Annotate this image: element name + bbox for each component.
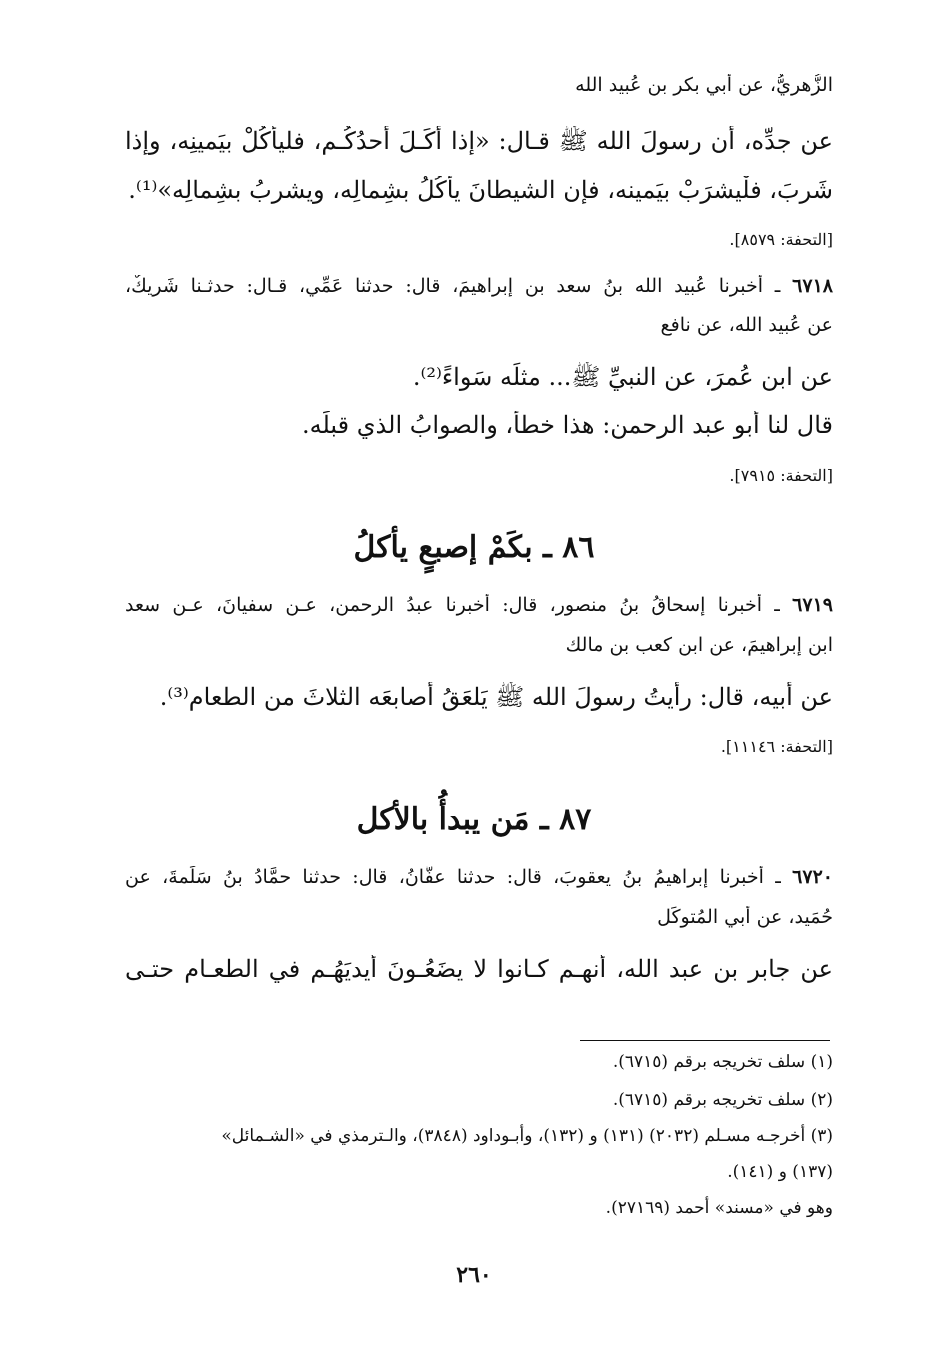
isnad-text: ـ أخبرنا إسحاقُ بنُ منصور، قال: أخبرنا عبدُ الرحمن، عـن سفيانَ، عـن سعد	[125, 594, 793, 616]
tuhfa-reference: [التحفة: ١١١٤٦].	[720, 737, 833, 756]
isnad-line: عن عُبيد الله، عن نافع	[660, 314, 833, 336]
footnote: وهو في «مسند» أحمد (٢٧١٦٩).	[605, 1198, 833, 1218]
isnad-line	[125, 594, 833, 616]
hadith-text-line: عن أبيه، قال: رأيتُ رسولَ الله ﷺ يَلعَقُ أصابعَه الثلاثَ من الطعام⁽³⁾.	[159, 683, 833, 711]
isnad-line: ابن إبراهيمَ، عن ابن كعب بن مالك	[565, 634, 833, 656]
tuhfa-reference: [التحفة: ٧٩١٥].	[729, 466, 833, 485]
hadith-text-line: عن جدِّه، أن رسولَ الله ﷺ قـال: «إذا أكَـلَ أحدُكُـم، فليأكُلْ بيَمينِه، وإذا	[125, 127, 833, 155]
hadith-text-line: عن جابر بن عبد الله، أنهـم كـانوا لا يضَعُـونَ أيديَهُـم في الطعـام حتـى	[125, 955, 833, 983]
footnote: (٣) أخرجـه مسـلم (٢٠٣٢) (١٣١) و (١٣٢)، وأبـوداود (٣٨٤٨)، والـترمذي في «الشـمائل»	[221, 1126, 833, 1146]
tuhfa-reference: [التحفة: ٨٥٧٩].	[729, 230, 833, 249]
footnote-divider	[580, 1040, 830, 1041]
hadith-text-line: شَرِبَ، فلْيشرَبْ بيَمينه، فإن الشيطانَ يأكُلُ بشِمالِه، ويشربُ بشِمالِه»⁽¹⁾.	[128, 176, 833, 204]
hadith-number: ٦٧١٨	[792, 275, 833, 297]
text-line: الزُّهريُّ، عن أبي بكر بن عُبيد الله	[575, 74, 833, 96]
isnad-text: ـ أخبرنا إبراهيمُ بنُ يعقوبَ، قال: حدثنا عفَّانُ، قال: حدثنا حمَّادُ بنُ سَلَمةَ، عن	[125, 866, 793, 888]
isnad-line	[125, 275, 833, 297]
hadith-number: ٦٧٢٠	[792, 866, 833, 888]
isnad-text: ـ أخبرنا عُبيد الله بنُ سعد بن إبراهيمَ، قال: حدثنا عَمِّي، قـال: حدثـنا شَريكٌ،	[125, 275, 793, 297]
section-heading: ٨٧ ـ مَن يبدأُ بالأكل	[356, 802, 592, 837]
page-number: ٢٦٠	[456, 1262, 492, 1288]
footnote: (١) سلف تخريجه برقم (٦٧١٥).	[612, 1052, 833, 1072]
footnote: (٢) سلف تخريجه برقم (٦٧١٥).	[612, 1090, 833, 1110]
text-line: قال لنا أبو عبد الرحمن: هذا خطأٌ، والصوابُ الذي قبلَه.	[301, 411, 833, 439]
hadith-number: ٦٧١٩	[792, 594, 833, 616]
isnad-line: حُمَيد، عن أبي المُتوكِّل	[657, 906, 833, 928]
section-heading: ٨٦ ـ بكَمْ إصبعٍ يأكلُ	[353, 530, 595, 565]
footnote: (١٣٧) و (١٤١).	[727, 1162, 833, 1182]
hadith-text-line: عن ابن عُمرَ، عن النبيِّ ﷺ... مثلَه سَواءً⁽²⁾.	[412, 363, 833, 391]
isnad-line	[125, 866, 833, 888]
